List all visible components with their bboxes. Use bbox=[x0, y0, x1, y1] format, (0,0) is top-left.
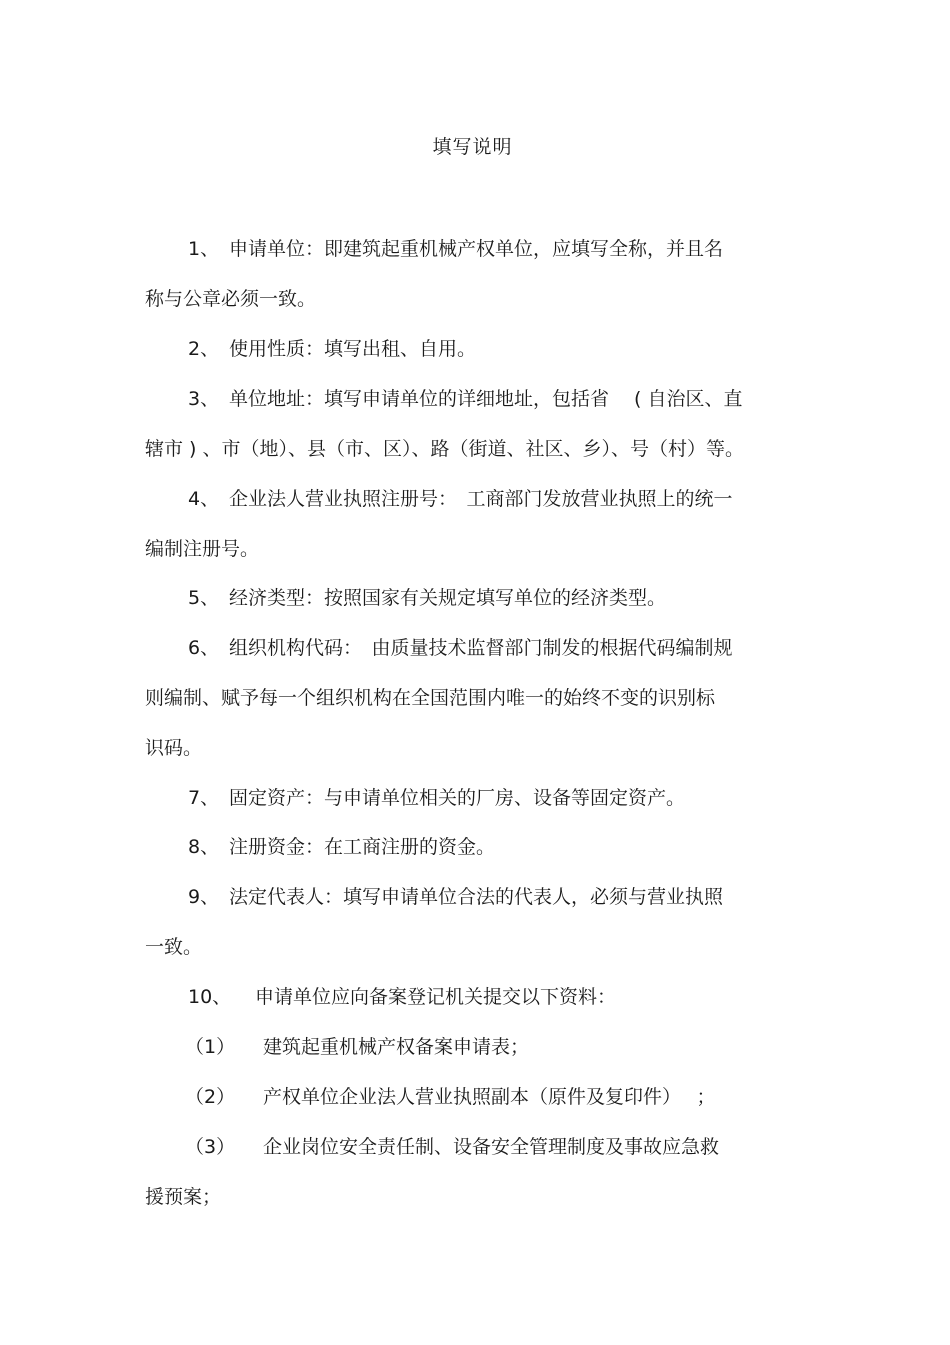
subitem-1-text: 建筑起重机械产权备案申请表； bbox=[263, 1036, 530, 1058]
item-8-text: 注册资金：在工商注册的资金。 bbox=[229, 836, 496, 858]
item-9-number: 9、 bbox=[188, 886, 220, 908]
subitem-3-text: 企业岗位安全责任制、设备安全管理制度及事故应急救 bbox=[263, 1136, 720, 1158]
item-1-text: 申请单位：即建筑起重机械产权单位，应填写全称，并且名 bbox=[229, 238, 724, 260]
item-6-text: 组织机构代码： 由质量技术监督部门制发的根据代码编制规 bbox=[229, 637, 733, 659]
item-9-text-cont: 一致。 bbox=[145, 936, 203, 958]
item-1-text-cont: 称与公章必须一致。 bbox=[145, 288, 317, 310]
item-1-number: 1、 bbox=[188, 238, 220, 260]
item-4-text-cont: 编制注册号。 bbox=[145, 538, 260, 560]
item-2-number: 2、 bbox=[188, 338, 220, 360]
item-4-text: 企业法人营业执照注册号： 工商部门发放营业执照上的统一 bbox=[229, 488, 733, 510]
item-7-number: 7、 bbox=[188, 787, 220, 809]
subitem-2-text: 产权单位企业法人营业执照副本（原件及复印件） ； bbox=[263, 1086, 716, 1108]
subitem-1-number: （1） bbox=[185, 1036, 236, 1058]
item-6-text-cont-2: 识码。 bbox=[145, 737, 203, 759]
item-3-text-cont: 辖市 ) 、市（地）、县（市、区）、路（街道、社区、乡）、号（村）等。 bbox=[145, 438, 744, 460]
subitem-2-number: （2） bbox=[185, 1086, 236, 1108]
item-4-number: 4、 bbox=[188, 488, 220, 510]
item-8-number: 8、 bbox=[188, 836, 220, 858]
item-7-text: 固定资产：与申请单位相关的厂房、设备等固定资产。 bbox=[229, 787, 686, 809]
subitem-3-number: （3） bbox=[185, 1136, 236, 1158]
subitem-3-text-cont: 援预案； bbox=[145, 1186, 222, 1208]
document-title: 填写说明 bbox=[432, 136, 513, 158]
item-10-number: 10、 bbox=[188, 986, 232, 1008]
item-2-text: 使用性质：填写出租、自用。 bbox=[229, 338, 477, 360]
item-5-text: 经济类型：按照国家有关规定填写单位的经济类型。 bbox=[229, 587, 667, 609]
item-3-text: 单位地址：填写申请单位的详细地址，包括省 ( 自治区、直 bbox=[229, 388, 743, 410]
item-9-text: 法定代表人：填写申请单位合法的代表人，必须与营业执照 bbox=[229, 886, 724, 908]
item-5-number: 5、 bbox=[188, 587, 220, 609]
item-6-text-cont-1: 则编制、赋予每一个组织机构在全国范围内唯一的始终不变的识别标 bbox=[145, 687, 716, 709]
item-6-number: 6、 bbox=[188, 637, 220, 659]
item-3-number: 3、 bbox=[188, 388, 220, 410]
item-10-text: 申请单位应向备案登记机关提交以下资料： bbox=[255, 986, 617, 1008]
